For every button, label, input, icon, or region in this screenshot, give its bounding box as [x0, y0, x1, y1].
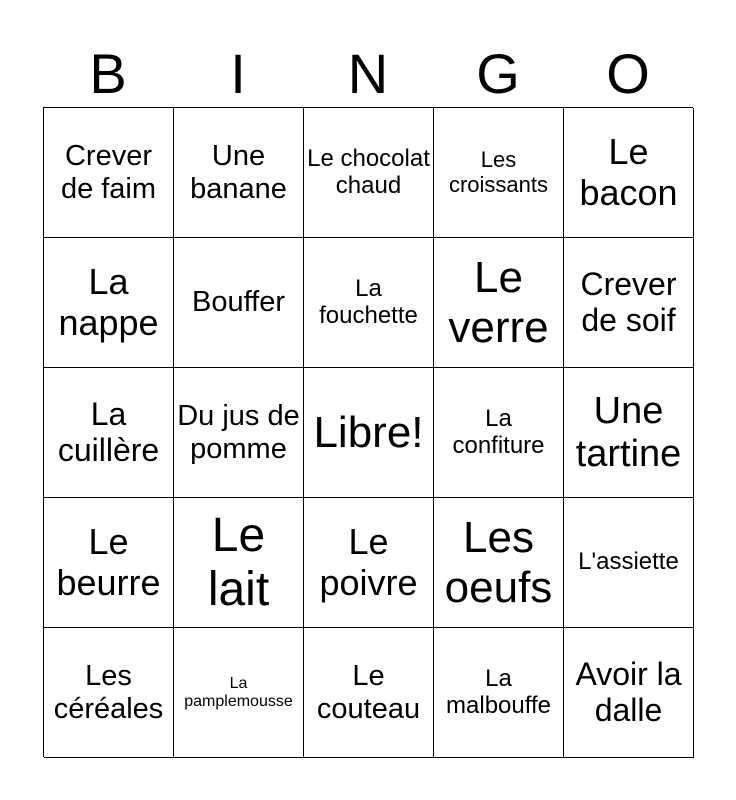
bingo-card-grid: [43, 107, 693, 757]
cell-text: Avoir la dalle: [575, 655, 682, 728]
bingo-cell[interactable]: [564, 238, 694, 368]
cell-text: La pamplemousse: [184, 674, 293, 710]
bingo-cell[interactable]: [174, 628, 304, 758]
cell-text: Bouffer: [192, 286, 285, 319]
cell-text: Une banane: [190, 140, 287, 205]
bingo-cell[interactable]: [174, 108, 304, 238]
cell-text: Crever de faim: [60, 140, 157, 205]
header-letter-b: B: [89, 42, 127, 105]
cell-text: Les oeufs: [444, 513, 553, 612]
bingo-cell[interactable]: [434, 238, 564, 368]
cell-text: Le bacon: [579, 131, 678, 213]
cell-text: La confiture: [452, 404, 545, 459]
bingo-cell[interactable]: [434, 108, 564, 238]
cell-text: Du jus de pomme: [177, 400, 300, 465]
bingo-header: [43, 40, 693, 108]
header-letter-i: I: [230, 42, 246, 105]
cell-text: Les céréales: [53, 660, 164, 725]
cell-text: La malbouffe: [446, 664, 551, 719]
bingo-cell[interactable]: [44, 628, 174, 758]
bingo-cell[interactable]: [434, 628, 564, 758]
bingo-cell[interactable]: [564, 108, 694, 238]
bingo-cell[interactable]: [304, 628, 434, 758]
bingo-cell[interactable]: [564, 498, 694, 628]
bingo-cell[interactable]: [564, 368, 694, 498]
bingo-cell[interactable]: [174, 368, 304, 498]
cell-text: La cuillère: [57, 395, 160, 468]
cell-text: Crever de soif: [580, 265, 677, 338]
cell-text: Le verre: [448, 253, 549, 352]
cell-text: Les croissants: [448, 146, 549, 197]
bingo-cell[interactable]: [174, 498, 304, 628]
bingo-cell[interactable]: [44, 108, 174, 238]
header-letter-o: O: [606, 42, 650, 105]
bingo-cell[interactable]: [564, 628, 694, 758]
bingo-cell[interactable]: [304, 498, 434, 628]
cell-text: L'assiette: [578, 548, 679, 576]
cell-text: La fouchette: [319, 274, 418, 329]
cell-text: Le beurre: [56, 521, 161, 603]
cell-text: Libre!: [313, 407, 424, 457]
cell-text: La nappe: [58, 261, 159, 343]
bingo-cell[interactable]: [304, 108, 434, 238]
bingo-cell[interactable]: [44, 238, 174, 368]
header-letter-n: N: [347, 42, 389, 105]
header-letter-g: G: [476, 42, 520, 105]
bingo-cell[interactable]: [434, 498, 564, 628]
cell-text: Le poivre: [319, 521, 418, 603]
bingo-cell-free[interactable]: [304, 368, 434, 498]
cell-text: Le couteau: [316, 660, 421, 725]
bingo-cell[interactable]: [44, 368, 174, 498]
bingo-cell[interactable]: [44, 498, 174, 628]
bingo-cell[interactable]: [174, 238, 304, 368]
cell-text: Le chocolat chaud: [307, 144, 430, 199]
bingo-cell[interactable]: [434, 368, 564, 498]
cell-text: Une tartine: [575, 389, 682, 475]
bingo-cell[interactable]: [304, 238, 434, 368]
cell-text: Le lait: [207, 508, 270, 616]
